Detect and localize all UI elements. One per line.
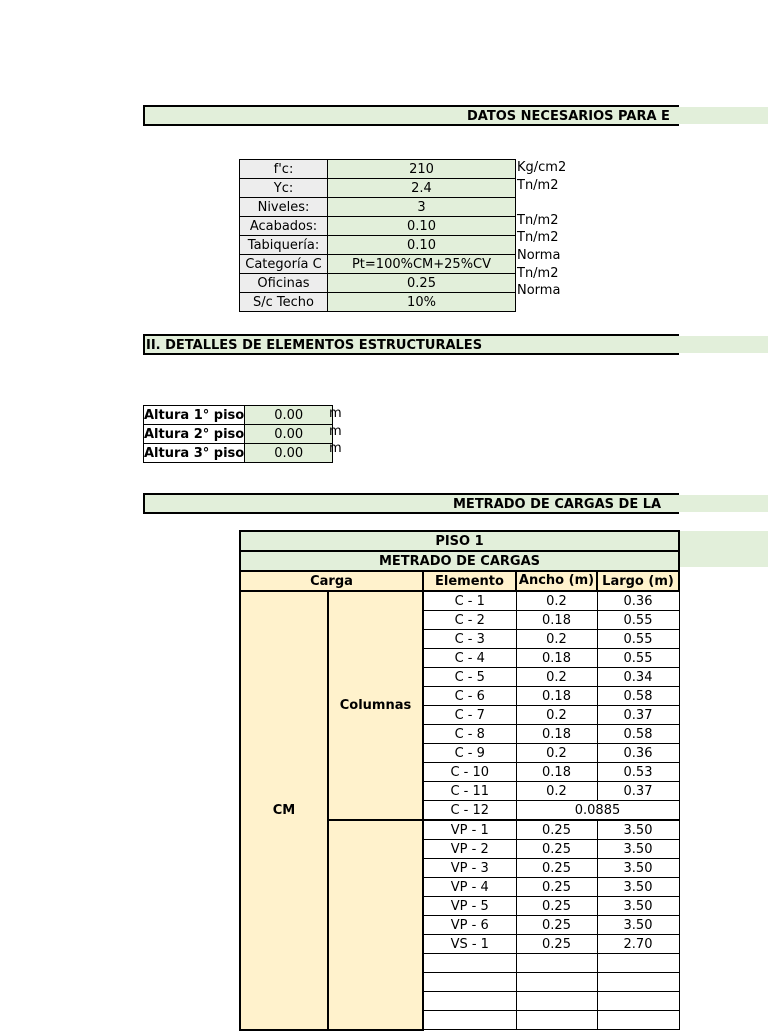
metrado-table-wrapper — [239, 530, 680, 952]
param-unit: Tn/m2 — [517, 230, 559, 246]
ancho-cell: 0.2 — [516, 782, 597, 801]
param-value[interactable]: 0.25 — [328, 274, 516, 293]
param-value[interactable]: 2.4 — [328, 179, 516, 198]
largo-cell: 3.50 — [597, 916, 679, 935]
elemento-cell: C - 10 — [423, 763, 516, 782]
largo-cell: 0.58 — [597, 725, 679, 744]
height-label: Altura 2° piso — [144, 426, 245, 442]
merged-area-cell: 0.0885 — [516, 801, 679, 821]
heights-table — [143, 405, 333, 463]
largo-cell: 2.70 — [597, 935, 679, 954]
largo-cell: 0.58 — [597, 687, 679, 706]
param-unit: Tn/m2 — [517, 177, 559, 193]
param-unit: Tn/m2 — [517, 212, 559, 228]
elemento-cell: C - 4 — [423, 649, 516, 668]
ancho-cell: 0.2 — [516, 706, 597, 725]
param-value[interactable]: 210 — [328, 160, 516, 179]
section-band-metrado-overflow — [679, 495, 768, 512]
largo-cell: 0.55 — [597, 611, 679, 630]
largo-cell: 0.37 — [597, 782, 679, 801]
param-row — [240, 255, 516, 274]
elemento-cell: VP - 4 — [423, 878, 516, 897]
elemento-cell: C - 9 — [423, 744, 516, 763]
ancho-cell: 0.18 — [516, 763, 597, 782]
elemento-cell: C - 3 — [423, 630, 516, 649]
elemento-cell: VP - 1 — [423, 820, 516, 840]
param-row — [240, 198, 516, 217]
ancho-cell: 0.25 — [516, 840, 597, 859]
param-value[interactable]: 0.10 — [328, 217, 516, 236]
empty-cell — [516, 973, 597, 992]
largo-cell: 0.55 — [597, 630, 679, 649]
ancho-cell: 0.2 — [516, 744, 597, 763]
elemento-cell: C - 11 — [423, 782, 516, 801]
ancho-cell: 0.18 — [516, 687, 597, 706]
param-unit: Norma — [517, 283, 561, 299]
ancho-cell: 0.18 — [516, 611, 597, 630]
param-label: Niveles: — [240, 198, 328, 217]
param-value[interactable]: 0.10 — [328, 236, 516, 255]
header-carga: Carga — [240, 571, 423, 591]
ancho-cell: 0.25 — [516, 878, 597, 897]
header-ancho: Ancho (m) — [516, 571, 597, 591]
empty-cell — [597, 973, 679, 992]
elemento-cell: VP - 2 — [423, 840, 516, 859]
param-unit: Tn/m2 — [517, 265, 559, 281]
ancho-cell: 0.25 — [516, 859, 597, 878]
ancho-cell: 0.2 — [516, 630, 597, 649]
height-row — [144, 425, 333, 444]
param-value[interactable]: Pt=100%CM+25%CV — [328, 255, 516, 274]
largo-cell: 3.50 — [597, 878, 679, 897]
elemento-cell: C - 12 — [423, 801, 516, 821]
empty-cell — [516, 954, 597, 973]
empty-cell — [423, 973, 516, 992]
param-value[interactable]: 3 — [328, 198, 516, 217]
elemento-cell: C - 2 — [423, 611, 516, 630]
empty-cell — [423, 954, 516, 973]
empty-cell — [423, 992, 516, 1011]
ancho-cell: 0.25 — [516, 935, 597, 954]
param-row — [240, 217, 516, 236]
elemento-cell: C - 6 — [423, 687, 516, 706]
largo-cell: 3.50 — [597, 859, 679, 878]
largo-cell: 0.36 — [597, 591, 679, 611]
largo-cell: 0.37 — [597, 706, 679, 725]
largo-cell: 0.36 — [597, 744, 679, 763]
height-value[interactable]: 0.00 — [245, 406, 333, 425]
elemento-cell: C - 1 — [423, 591, 516, 611]
piso-title-overflow — [679, 531, 768, 567]
height-value[interactable]: 0.00 — [245, 444, 333, 463]
empty-cell — [597, 954, 679, 973]
elemento-cell: C - 5 — [423, 668, 516, 687]
ancho-cell: 0.18 — [516, 725, 597, 744]
largo-cell: 3.50 — [597, 897, 679, 916]
metrado-table — [239, 530, 680, 1031]
elemento-cell: VP - 3 — [423, 859, 516, 878]
largo-cell: 0.53 — [597, 763, 679, 782]
empty-cell — [516, 1011, 597, 1030]
carga-cm-cell: CM — [240, 591, 328, 1030]
param-row — [240, 160, 516, 179]
param-unit: Norma — [517, 248, 561, 263]
section-band-metrado — [143, 493, 679, 514]
elemento-cell: VS - 1 — [423, 935, 516, 954]
height-label: Altura 1° piso — [144, 407, 245, 423]
empty-cell — [516, 992, 597, 1011]
elemento-cell: C - 8 — [423, 725, 516, 744]
header-largo: Largo (m) — [597, 571, 679, 591]
ancho-cell: 0.25 — [516, 820, 597, 840]
ancho-cell: 0.2 — [516, 668, 597, 687]
largo-cell: 3.50 — [597, 840, 679, 859]
elemento-cell: VP - 5 — [423, 897, 516, 916]
empty-cell — [597, 1011, 679, 1030]
param-label: S/c Techo — [240, 293, 328, 312]
carga-columnas-cell: Columnas — [328, 591, 423, 820]
elemento-cell: C - 7 — [423, 706, 516, 725]
largo-cell: 0.34 — [597, 668, 679, 687]
carga-vigas-cell — [328, 820, 423, 1030]
section-title-datos: DATOS NECESARIOS PARA E — [467, 109, 670, 124]
section-band-detalles — [143, 334, 679, 355]
param-label: f'c: — [240, 160, 328, 179]
param-row — [240, 293, 516, 312]
section-band-datos — [143, 105, 679, 126]
param-row — [240, 179, 516, 198]
section-band-datos-overflow — [679, 107, 768, 124]
param-label: Categoría C — [240, 255, 328, 274]
section-title-metrado: METRADO DE CARGAS DE LA — [453, 497, 662, 512]
elemento-cell: VP - 6 — [423, 916, 516, 935]
ancho-cell: 0.18 — [516, 649, 597, 668]
ancho-cell: 0.2 — [516, 591, 597, 611]
section-title-detalles: II. DETALLES DE ELEMENTOS ESTRUCTURALES — [146, 338, 483, 353]
empty-cell — [597, 992, 679, 1011]
ancho-cell: 0.25 — [516, 897, 597, 916]
largo-cell: 0.55 — [597, 649, 679, 668]
section-band-detalles-overflow — [679, 336, 768, 353]
param-label: Yc: — [240, 179, 328, 198]
piso-title: PISO 1 — [240, 531, 679, 551]
height-unit: m — [329, 441, 342, 457]
param-value[interactable]: 10% — [328, 293, 516, 312]
table-row — [240, 591, 679, 611]
height-value[interactable]: 0.00 — [245, 425, 333, 444]
metrado-subtitle: METRADO DE CARGAS — [240, 551, 679, 571]
height-unit: m — [329, 406, 342, 421]
height-row — [144, 406, 333, 425]
param-row — [240, 274, 516, 293]
param-unit: Kg/cm2 — [517, 160, 567, 175]
height-row — [144, 444, 333, 463]
largo-cell: 3.50 — [597, 820, 679, 840]
header-elemento: Elemento — [423, 571, 516, 591]
param-label: Acabados: — [240, 217, 328, 236]
param-label: Tabiquería: — [240, 236, 328, 255]
param-row — [240, 236, 516, 255]
params-table — [239, 159, 516, 312]
height-unit: m — [329, 423, 342, 439]
height-label: Altura 3° piso — [144, 445, 245, 461]
param-label: Oficinas — [240, 274, 328, 293]
empty-cell — [423, 1011, 516, 1030]
ancho-cell: 0.25 — [516, 916, 597, 935]
